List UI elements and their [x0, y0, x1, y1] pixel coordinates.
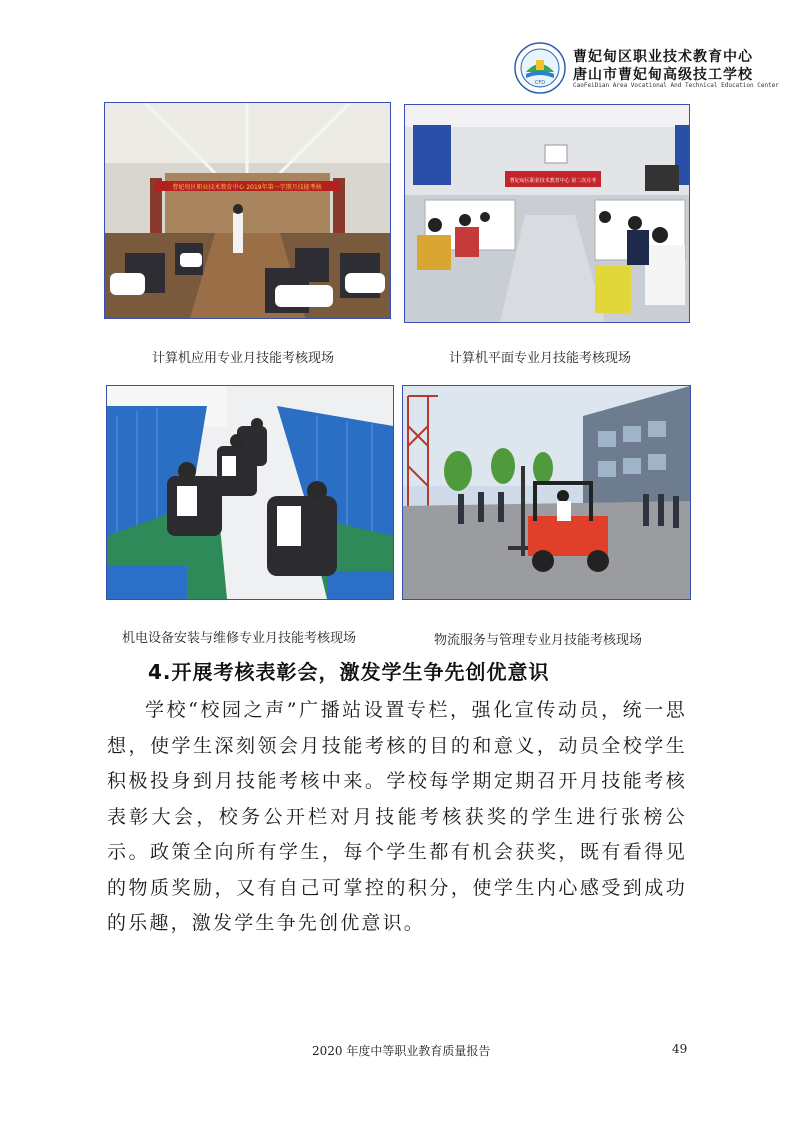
banner-text-1: 曹妃甸区职业技术教育中心 2019年第一学期月技能考核 [172, 184, 322, 191]
banner-text-2: 曹妃甸区职业技术教育中心 第二次月考 [509, 178, 597, 184]
photo-computer-graphics-exam [404, 104, 690, 323]
footer-report-title: 2020 年度中等职业教育质量报告 [312, 1044, 491, 1058]
school-emblem-icon [514, 42, 566, 94]
org-name-english: CaoFeiDian Area Vocational And Technical Education Center [573, 82, 779, 89]
caption-logistics: 物流服务与管理专业月技能考核现场 [434, 633, 643, 648]
caption-computer-application: 计算机应用专业月技能考核现场 [152, 351, 335, 366]
photo-electromechanical-exam [106, 385, 394, 600]
caption-computer-graphics: 计算机平面专业月技能考核现场 [449, 351, 632, 366]
body-paragraph: 学校“校园之声”广播站设置专栏，强化宣传动员，统一思想，使学生深刻领会月技能考核的目的和意义，动员全校学生积极投身到月技能考核中来。学校每学期定期召开月技能考核表彰大会，校务公开栏对月技能考核获奖的学生进行张榜公示。政策全向所有学生，每个学生都有机会获奖，既有看得见的物质奖励，又有自己可掌控的积分，使学生内心感受到成功的乐趣，激发学生争先创优意识。 [107, 699, 687, 934]
org-name-line1: 曹妃甸区职业技术教育中心 [573, 49, 753, 65]
page-number: 49 [672, 1042, 688, 1056]
caption-electromechanical: 机电设备安装与维修专业月技能考核现场 [122, 631, 357, 646]
svg-text:CFD: CFD [534, 80, 546, 86]
org-name-line2: 唐山市曹妃甸高级技工学校 [573, 67, 753, 83]
section-heading: 4.开展考核表彰会，激发学生争先创优意识 [148, 660, 550, 684]
photo-computer-application-exam [104, 102, 391, 319]
photo-logistics-exam [402, 385, 691, 600]
